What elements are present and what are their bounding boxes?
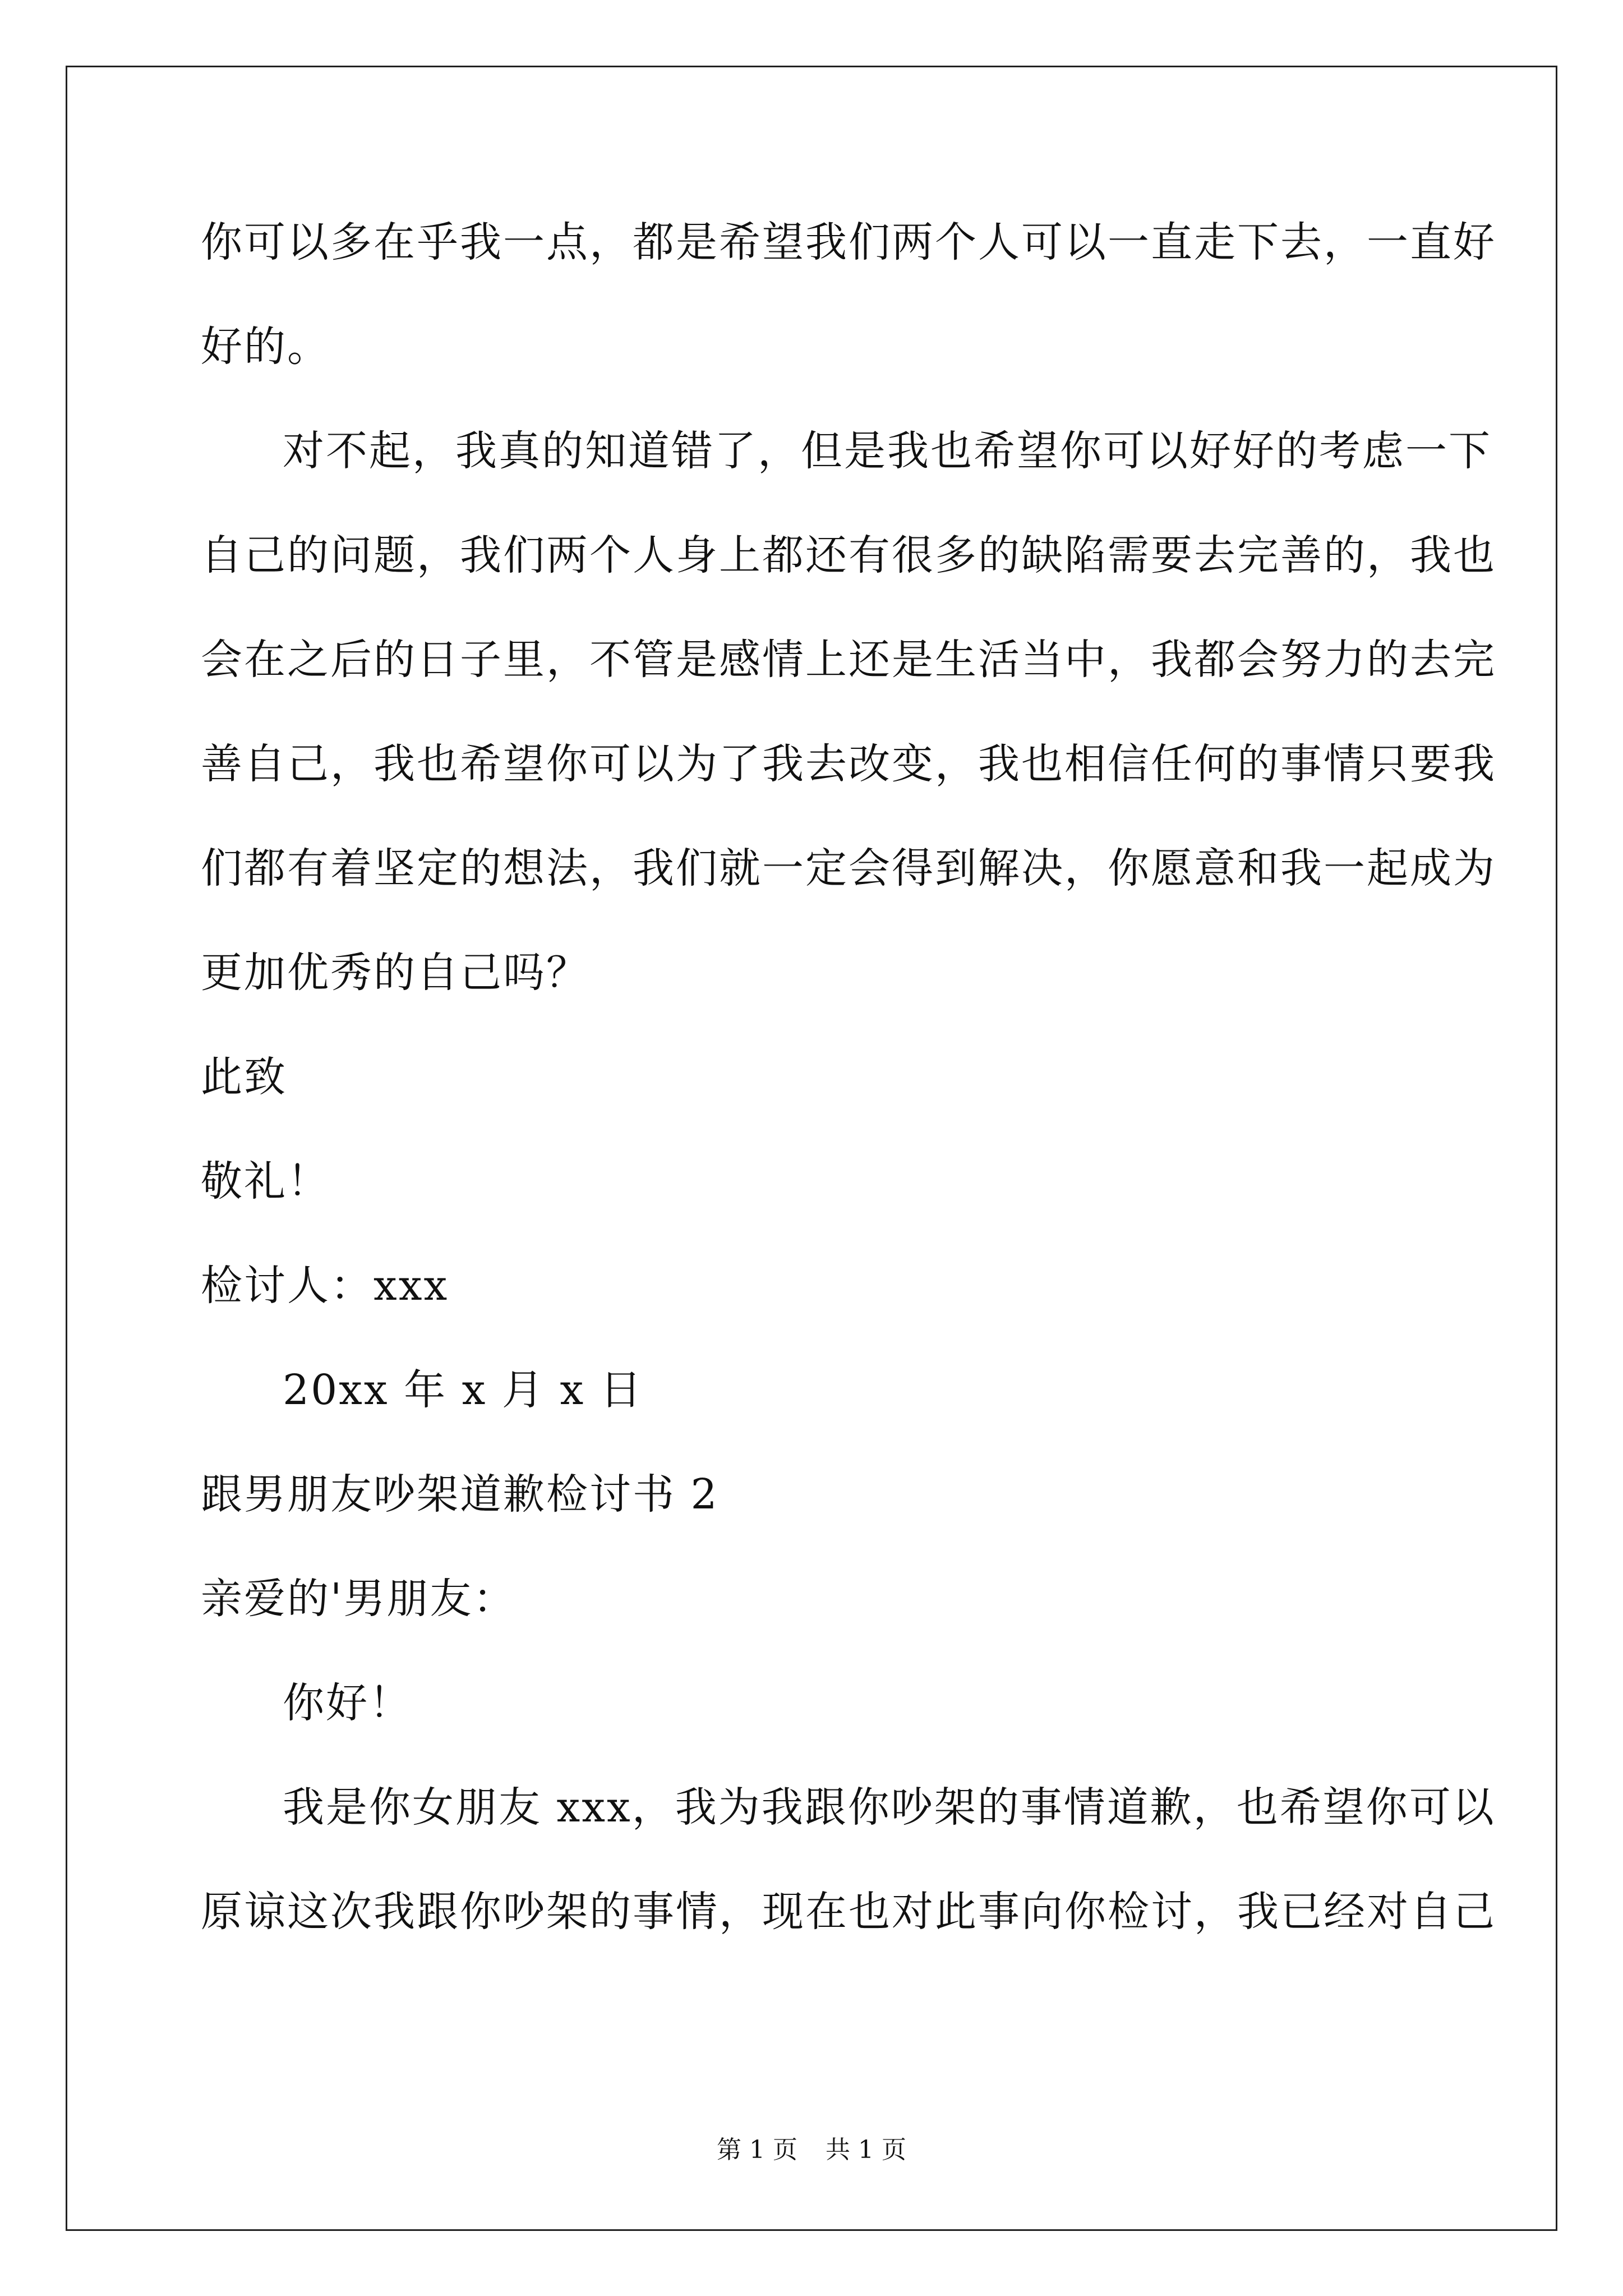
text-line-1: 你可以多在乎我一点，都是希望我们两个人可以一直走下去，一直好	[201, 218, 1496, 266]
text-line-2: 好的。	[201, 323, 330, 371]
text-line-5: 会在之后的日子里，不管是感情上还是生活当中，我都会努力的去完	[201, 636, 1496, 684]
greeting-hello: 你好！	[283, 1679, 412, 1727]
section-title: 跟男朋友吵架道歉检讨书 2	[201, 1470, 719, 1519]
text-line-3: 对不起，我真的知道错了，但是我也希望你可以好好的考虑一下	[283, 427, 1492, 475]
closing-regards: 敬礼！	[201, 1157, 330, 1205]
text-line-16: 我是你女朋友 xxx，我为我跟你吵架的事情道歉，也希望你可以	[283, 1783, 1496, 1832]
greeting-recipient: 亲爱的'男朋友：	[201, 1575, 517, 1623]
page-footer	[0, 2134, 1623, 2166]
text-line-8: 更加优秀的自己吗？	[201, 949, 589, 997]
page-number-total: 共 1 页	[826, 2136, 906, 2164]
document-body	[201, 216, 1496, 1990]
date-line: 20xx 年 x 月 x 日	[283, 1366, 643, 1414]
page-number-current: 第 1 页	[717, 2136, 797, 2164]
text-line-6: 善自己，我也希望你可以为了我去改变，我也相信任何的事情只要我	[201, 740, 1496, 788]
text-line-7: 们都有着坚定的想法，我们就一定会得到解决，你愿意和我一起成为	[201, 844, 1496, 892]
text-line-17: 原谅这次我跟你吵架的事情，现在也对此事向你检讨，我已经对自己	[201, 1888, 1496, 1936]
signature-line: 检讨人：xxx	[201, 1262, 449, 1310]
text-line-4: 自己的问题，我们两个人身上都还有很多的缺陷需要去完善的，我也	[201, 531, 1496, 579]
closing-salutation: 此致	[201, 1053, 287, 1101]
